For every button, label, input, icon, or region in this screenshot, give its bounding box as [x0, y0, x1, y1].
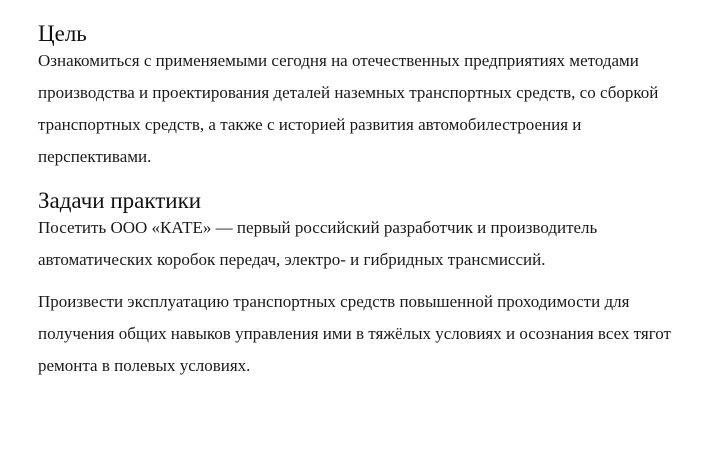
section-goal: [38, 20, 678, 173]
task-paragraph-visit: Посетить ООО «КАТЕ» — первый российский разработчик и производитель автоматических коробок передач, электро- и гибридных трансмиссий.: [38, 218, 598, 269]
task-paragraph-operation: Произвести эксплуатацию транспортных средств повышенной проходимости для получения общих навыков управления ими в тяжёлых условиях и осознания всех тягот ремонта в полевых условиях.: [38, 292, 671, 375]
document-page: [38, 20, 678, 382]
section-practice-tasks: [38, 187, 678, 382]
goal-paragraph: Ознакомиться с применяемыми сегодня на отечественных предприятиях методами производства и проектирования деталей наземных транспортных средств, со сборкой транспортных средств, а также с историей развития автомобилестроения и перспективами.: [38, 51, 659, 166]
section-heading-goal: Цель: [38, 21, 87, 46]
section-heading-tasks: Задачи практики: [38, 188, 202, 213]
